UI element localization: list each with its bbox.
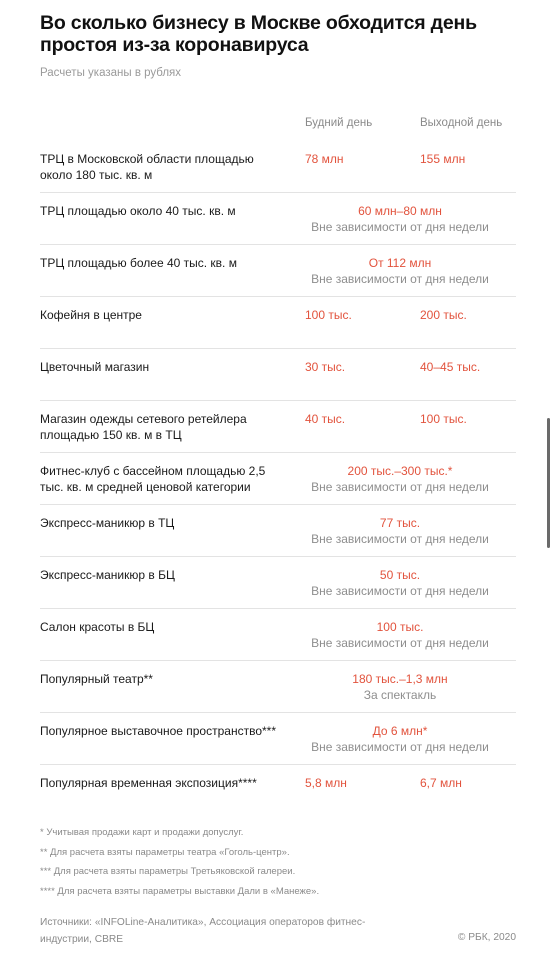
row-value: 200 тыс.–300 тыс.* — [347, 464, 453, 478]
row-label: ТРЦ площадью около 40 тыс. кв. м — [40, 204, 236, 218]
table-row — [40, 504, 516, 556]
row-label: Экспресс-маникюр в ТЦ — [40, 516, 175, 530]
footnote: ** Для расчета взяты параметры театра «Гоголь-центр». — [40, 846, 290, 858]
row-combined-value — [283, 671, 517, 703]
row-note: Вне зависимости от дня недели — [311, 220, 489, 234]
table-row — [40, 400, 516, 452]
row-combined-value — [283, 567, 517, 599]
column-header-weekday: Будний день — [305, 117, 373, 129]
footnotes — [40, 823, 319, 901]
row-value: 50 тыс. — [379, 568, 421, 582]
row-note: Вне зависимости от дня недели — [311, 584, 489, 598]
scrollbar[interactable] — [547, 418, 550, 548]
row-combined-value — [283, 203, 517, 235]
copyright: © РБК, 2020 — [457, 932, 516, 943]
row-note: Вне зависимости от дня недели — [311, 532, 489, 546]
row-label: Популярное выставочное пространство*** — [40, 724, 276, 738]
row-weekday-value: 40 тыс. — [305, 412, 346, 426]
table-row — [40, 348, 516, 400]
column-header-weekend: Выходной день — [420, 117, 503, 129]
row-combined-value — [283, 515, 517, 547]
subtitle: Расчеты указаны в рублях — [40, 67, 182, 79]
row-note: Вне зависимости от дня недели — [311, 480, 489, 494]
row-weekend-value: 155 млн — [420, 152, 466, 166]
table-row — [40, 296, 516, 348]
row-value: До 6 млн* — [372, 724, 428, 738]
table-row — [40, 608, 516, 660]
row-value: 100 тыс. — [376, 620, 424, 634]
table-row — [40, 192, 516, 244]
data-table — [40, 141, 516, 816]
row-value: От 112 млн — [368, 256, 432, 270]
row-value: 180 тыс.–1,3 млн — [352, 672, 448, 686]
footnote: *** Для расчета взяты параметры Третьяковской галереи. — [40, 866, 296, 877]
row-value: 77 тыс. — [379, 516, 421, 530]
row-weekend-value: 6,7 млн — [420, 776, 462, 790]
row-label: Экспресс-маникюр в БЦ — [40, 568, 175, 582]
row-combined-value — [283, 619, 517, 651]
table-row — [40, 141, 516, 192]
row-label: Салон красоты в БЦ — [40, 620, 155, 634]
row-weekday-value: 5,8 млн — [305, 776, 347, 790]
row-value: 60 млн–80 млн — [358, 204, 442, 218]
sources-text: Источники: «INFOLine-Аналитика», Ассоциация операторов фитнес-индустрии, CBRE — [40, 917, 366, 945]
row-weekend-value: 100 тыс. — [420, 412, 467, 426]
row-label: Популярная временная экспозиция**** — [40, 776, 257, 790]
page-title: Во сколько бизнесу в Москве обходится день простоя из-за коронавируса — [40, 12, 477, 56]
footnote: * Учитывая продажи карт и продажи допуслуг. — [40, 827, 244, 838]
row-label: Цветочный магазин — [40, 360, 150, 374]
row-label: ТРЦ площадью более 40 тыс. кв. м — [40, 256, 237, 270]
table-row — [40, 452, 516, 504]
row-label: Популярный театр** — [40, 672, 153, 686]
row-combined-value — [283, 255, 517, 287]
row-note: За спектакль — [363, 688, 437, 702]
row-weekday-value: 30 тыс. — [305, 360, 346, 374]
footnote: **** Для расчета взяты параметры выставки Дали в «Манеже». — [40, 885, 320, 897]
row-weekend-value: 200 тыс. — [420, 308, 467, 322]
row-weekend-value: 40–45 тыс. — [420, 360, 481, 374]
row-label: ТРЦ в Московской области площадью около 180 тыс. кв. м — [40, 152, 254, 182]
table-row — [40, 764, 516, 816]
row-note: Вне зависимости от дня недели — [311, 636, 489, 650]
row-weekday-value: 100 тыс. — [305, 308, 352, 322]
row-note: Вне зависимости от дня недели — [311, 740, 489, 754]
row-combined-value — [283, 463, 517, 495]
table-row — [40, 712, 516, 764]
row-combined-value — [283, 723, 517, 755]
row-label: Фитнес-клуб с бассейном площадью 2,5 тыс. кв. м средней ценовой категории — [40, 464, 266, 494]
table-row — [40, 244, 516, 296]
table-row — [40, 556, 516, 608]
row-note: Вне зависимости от дня недели — [311, 272, 489, 286]
row-label: Магазин одежды сетевого ретейлера площадью 150 кв. м в ТЦ — [40, 412, 247, 442]
row-weekday-value: 78 млн — [305, 152, 344, 166]
row-label: Кофейня в центре — [40, 308, 142, 322]
table-row — [40, 660, 516, 712]
